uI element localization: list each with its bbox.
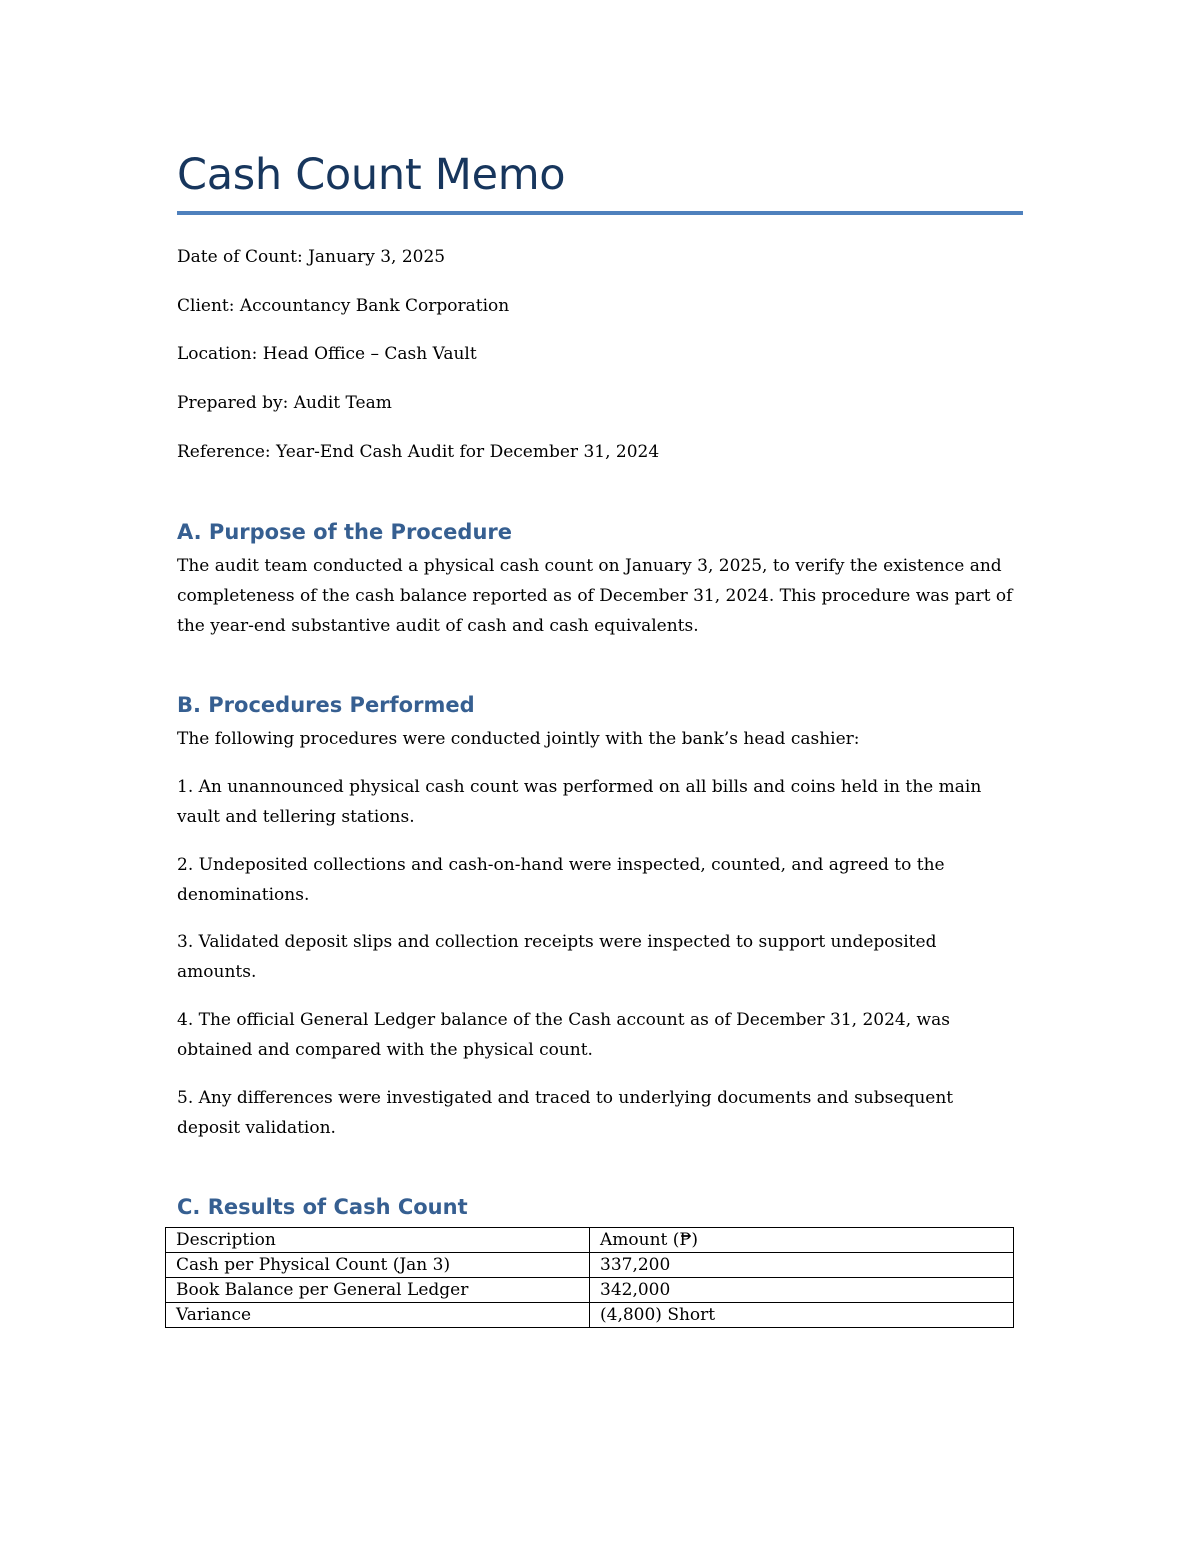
section-a-body: The audit team conducted a physical cash count on January 3, 2025, to verify the existence and completeness of the cash balance reported as of December 31, 2024. This procedure was part of the year-end substantive audit of cash and cash equivalents. [177,556,1013,636]
memo-page [177,148,1023,215]
title-underline [177,211,1023,215]
meta-prepared-by: Prepared by: Audit Team [177,393,392,413]
table-cell-amount: 337,200 [590,1253,1014,1278]
meta-reference: Reference: Year-End Cash Audit for December 31, 2024 [177,442,660,462]
section-b-heading: B. Procedures Performed [177,693,475,717]
table-row [166,1253,1014,1278]
table-cell-description: Cash per Physical Count (Jan 3) [166,1253,590,1278]
procedure-item-4: 4. The official General Ledger balance of the Cash account as of December 31, 2024, was obtained and compared with the physical count. [177,1010,950,1060]
section-a-heading: A. Purpose of the Procedure [177,520,513,544]
table-cell-description: Book Balance per General Ledger [166,1278,590,1303]
meta-date: Date of Count: January 3, 2025 [177,247,446,267]
table-row [166,1303,1014,1328]
results-table [165,1227,1014,1328]
table-cell-description: Variance [166,1303,590,1328]
section-c-heading: C. Results of Cash Count [177,1195,468,1219]
table-header-amount: Amount (₱) [590,1228,1014,1253]
meta-location: Location: Head Office – Cash Vault [177,344,477,364]
table-cell-amount: 342,000 [590,1278,1014,1303]
procedure-item-3: 3. Validated deposit slips and collection receipts were inspected to support undeposited amounts. [177,932,937,982]
table-header-row [166,1228,1014,1253]
procedure-item-5: 5. Any differences were investigated and traced to underlying documents and subsequent deposit validation. [177,1088,954,1138]
page-title: Cash Count Memo [177,150,566,200]
section-b-intro: The following procedures were conducted jointly with the bank’s head cashier: [177,729,860,749]
procedure-item-1: 1. An unannounced physical cash count was performed on all bills and coins held in the main vault and tellering stations. [177,777,982,827]
meta-client: Client: Accountancy Bank Corporation [177,296,510,316]
procedure-item-2: 2. Undeposited collections and cash-on-hand were inspected, counted, and agreed to the denominations. [177,855,945,905]
table-cell-amount: (4,800) Short [590,1303,1014,1328]
table-header-description: Description [166,1228,590,1253]
table-row [166,1278,1014,1303]
